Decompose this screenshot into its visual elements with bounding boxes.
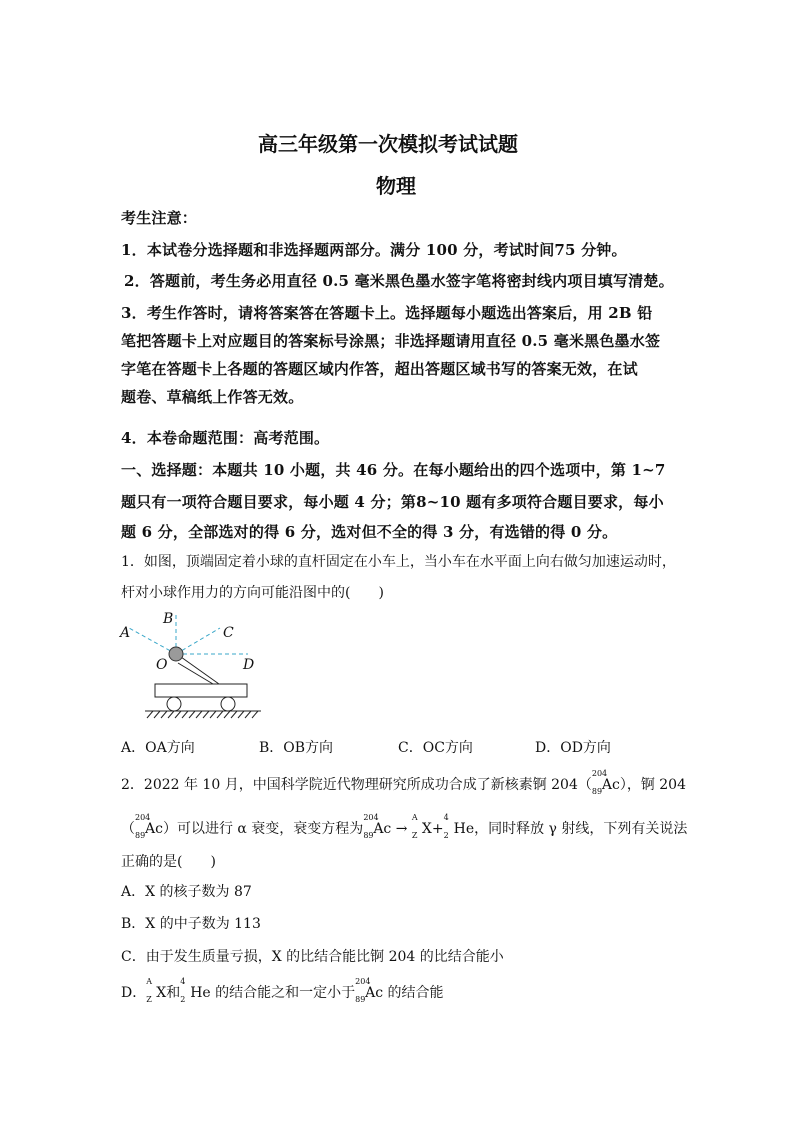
notice-item: 3．考生作答时，请将答案答在答题卡上。选择题每小题选出答案后，用 2B 铅	[121, 304, 653, 322]
label-d: D	[243, 657, 255, 673]
page-title: 高三年级第一次模拟考试试题	[258, 132, 518, 156]
cart-body	[155, 684, 247, 697]
q1-stem: 杆对小球作用力的方向可能沿图中的( )	[121, 585, 384, 601]
q1-option-b: B．OB方向	[259, 740, 334, 756]
q1-figure	[115, 608, 275, 723]
nuclide-x: A Z X	[411, 813, 432, 840]
nuclide-he: 4 2 He	[443, 813, 475, 840]
q1-option-d: D．OD方向	[535, 740, 611, 756]
notice-item: 2．答题前，考生务必用直径 0.5 毫米黑色墨水签字笔将密封线内项目填写清楚。	[124, 272, 674, 290]
q1-stem: 1．如图，顶端固定着小球的直杆固定在小车上，当小车在水平面上向右做匀加速运动时，	[121, 554, 676, 570]
notice-item: 1．本试卷分选择题和非选择题两部分。满分 100 分，考试时间75 分钟。	[121, 241, 627, 259]
nuclide-ac: 204 89 Ac	[591, 769, 620, 796]
section-instructions: 一、选择题：本题共 10 小题，共 46 分。在每小题给出的四个选项中，第 1~7	[121, 461, 666, 479]
label-b: B	[163, 611, 174, 627]
q2-option-a: A．X 的核子数为 87	[121, 884, 252, 900]
q2-option-c: C．由于发生质量亏损，X 的比结合能比锕 204 的比结合能小	[121, 949, 504, 965]
label-a: A	[120, 625, 131, 641]
q2-option-d: D． A Z X和 4 2 He 的结合能之和一定小于 204 89 Ac 的结合能	[121, 977, 444, 1004]
label-c: C	[223, 625, 234, 641]
ball-icon	[169, 647, 183, 661]
notice-item-cont: 笔把答题卡上对应题目的答案标号涂黑；非选择题请用直径 0.5 毫米黑色墨水签	[121, 332, 661, 350]
notice-item-cont: 题卷、草稿纸上作答无效。	[121, 388, 304, 406]
q2-stem: 正确的是( )	[121, 854, 216, 870]
label-o: O	[156, 657, 168, 673]
wheel-icon	[167, 697, 181, 711]
q2-stem: 2．2022 年 10 月，中国科学院近代物理研究所成功合成了新核素锕 204（ 204 89 Ac），锕 204	[121, 769, 686, 796]
nuclide-ac: 204 89 Ac	[135, 813, 163, 840]
q2-option-b: B．X 的中子数为 113	[121, 916, 261, 932]
subject-title: 物理	[376, 174, 416, 198]
wheel-icon	[221, 697, 235, 711]
q2-stem: （ 204 89 Ac）可以进行 α 衰变，衰变方程为 204 89 Ac → A Z X+ 4 2 He，同时释放 γ 射线，下列有关说法	[121, 813, 688, 840]
ground-hatching	[147, 711, 258, 718]
notice-heading: 考生注意：	[121, 209, 198, 227]
section-instructions: 题只有一项符合题目要求，每小题 4 分；第8~10 题有多项符合题目要求，每小	[121, 493, 664, 511]
nuclide-he: 4 2 He	[180, 977, 211, 1004]
notice-item: 4．本卷命题范围：高考范围。	[121, 429, 330, 447]
nuclide-ac: 204 89 Ac	[355, 977, 384, 1004]
q1-option-a: A．OA方向	[121, 740, 195, 756]
notice-item-cont: 字笔在答题卡上各题的答题区域内作答，超出答题区域书写的答案无效，在试	[121, 360, 638, 378]
direction-a-line	[129, 628, 176, 654]
q1-option-c: C．OC方向	[398, 740, 473, 756]
nuclide-x: A Z X	[146, 977, 167, 1004]
section-instructions: 题 6 分，全部选对的得 6 分，选对但不全的得 3 分，有选错的得 0 分。	[121, 523, 618, 541]
direction-c-line	[176, 628, 220, 654]
nuclide-ac: 204 89 Ac	[363, 813, 392, 840]
